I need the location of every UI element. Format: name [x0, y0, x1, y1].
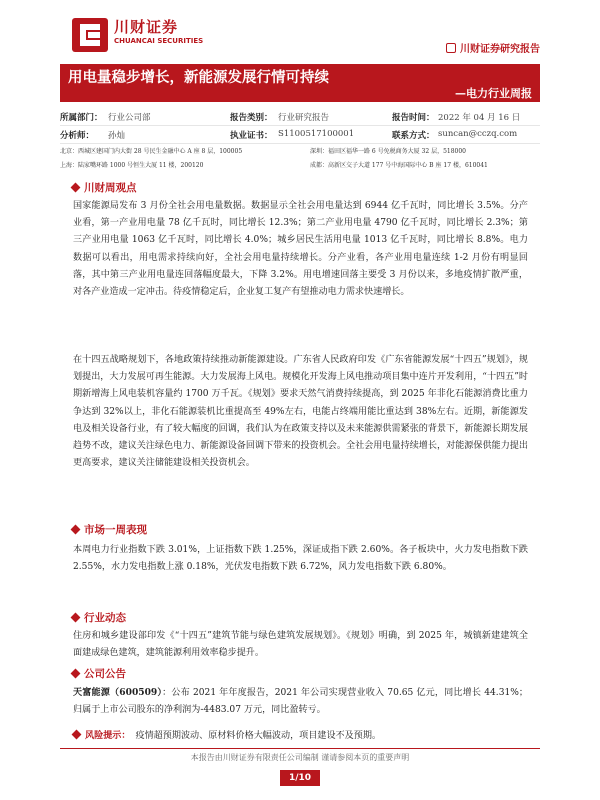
- section-heading-views: [72, 180, 137, 195]
- address-beijing: 北京：西城区建国门内大街 28 号民生金融中心 A 座 8 层，100005: [60, 148, 243, 155]
- license-label: 执业证书：: [230, 131, 273, 141]
- industry-title: 行业动态: [84, 612, 126, 624]
- brand-name-en: CHUANCAI SECURITIES: [114, 37, 204, 45]
- footer-divider: [60, 748, 540, 749]
- license-value: S1100517100001: [278, 129, 355, 139]
- views-title: 川财周观点: [84, 182, 137, 194]
- dept-value: 行业公司部: [108, 113, 151, 123]
- date-value: 2022 年 04 月 16 日: [438, 113, 521, 123]
- meta-row-1: [60, 108, 540, 126]
- contact-label: 联系方式：: [392, 131, 435, 141]
- section-heading-company: [72, 666, 126, 681]
- chuancai-logo-icon: [72, 18, 108, 52]
- report-meta: [60, 108, 540, 144]
- page-header: [0, 0, 600, 62]
- section-heading-industry: [72, 610, 126, 625]
- address-shenzhen: 深圳：福田区福华一路 6 号免税商务大厦 32 层，518000: [310, 148, 466, 155]
- dept-label: 所属部门：: [60, 113, 103, 123]
- analyst-label: 分析师：: [60, 131, 95, 141]
- report-type-tag: [446, 40, 540, 55]
- category-value: 行业研究报告: [278, 113, 330, 123]
- meta-row-2: [60, 126, 540, 144]
- company-title: 公司公告: [84, 668, 126, 680]
- analyst-value: 孙灿: [108, 131, 126, 141]
- tag-square-icon: [446, 43, 456, 53]
- report-type-label: 川财证券研究报告: [460, 44, 540, 55]
- diamond-bullet-icon: [71, 183, 81, 193]
- footer-disclaimer: 本报告由川财证券有限责任公司编制 谨请参阅本页的重要声明: [190, 753, 410, 762]
- contact-value[interactable]: suncan@cczq.com: [438, 129, 518, 139]
- title-banner: [60, 64, 540, 102]
- category-label: 报告类别：: [230, 113, 273, 123]
- diamond-bullet-icon: [71, 669, 81, 679]
- report-title: 用电量稳步增长，新能源发展行情可持续: [68, 70, 329, 86]
- company-name: 天富能源（600509）: [73, 687, 163, 698]
- market-paragraph: 本周电力行业指数下跌 3.01%，上证指数下跌 1.25%，深证成指下跌 2.60%。各子板块中，火力发电指数下跌 2.55%，水力发电指数上涨 0.18%，光伏发电指数下跌 6.72%，风力发电指数下跌 6.80%。: [73, 545, 528, 573]
- risk-text: 疫情超预期波动、原材料价格大幅波动，项目建设不及预期。: [135, 731, 382, 741]
- address-shanghai: 上海：陆家嘴环路 1000 号恒生大厦 11 楼，200120: [60, 162, 204, 169]
- views-paragraph-2: 在十四五战略规划下，各地政策持续推动新能源建设。广东省人民政府印发《广东省能源发展“十四五”规划》，规划提出，大力发展可再生能源。大力发展海上风电。规模化开发海上风电推动项目集中连片开发利用，“十四五”时期新增海上风电装机容量约 1700 万千瓦。《规划》要求天然气消费持续提高，到 2025 年非化石能源消费比重力争达到 32%以上，非化石能源装机比重提高至 49%左右，电能占终端用能比重达到 38%左右。近期，新能源发电及相关设备行业，有了较大幅度的回调，我们认为在政策支持以及未来能源供需紧张的背景下，新能源长期发展趋势不改，建议关注绿色电力、新能源设备回调下带来的投资机会。全社会用电量持续增长，对能源保供能力提出更高要求，建议关注储能建设相关投资机会。: [73, 355, 528, 469]
- page-number: 1/10: [280, 770, 320, 786]
- brand-name-cn: 川财证券: [114, 18, 179, 36]
- company-paragraph: [73, 684, 528, 719]
- diamond-bullet-icon: [71, 525, 81, 535]
- views-paragraph-1: 国家能源局发布 3 月份全社会用电量数据。数据显示全社会用电量达到 6944 亿千瓦时，同比增长 3.5%。分产业看，第一产业用电量 78 亿千瓦时，同比增长 12.3%；第二产业用电量 4790 亿千瓦时，同比增长 2.3%；第三产业用电量 1063 亿千瓦时，同比增长 4.0%；城乡居民生活用电量 1013 亿千瓦时，同比增长 8.8%。电力数据可以看出，用电需求持续向好，全社会用电量持续增长。分产业看，各产业用电量连续 1-2 月份有明显回落，其中第三产业用电量连回落幅度最大，下降 3.2%。用电增速回落主要受 3 月份以来，多地疫情扩散严重，对各产业造成一定冲击。待疫情稳定后，企业复工复产有望推动电力需求快速增长。: [73, 201, 528, 298]
- diamond-bullet-icon: [72, 730, 82, 740]
- market-title: 市场一周表现: [84, 524, 147, 536]
- date-label: 报告时间：: [392, 113, 435, 123]
- section-heading-market: [72, 522, 147, 537]
- risk-label: 风险提示：: [85, 731, 131, 741]
- report-subtitle: —电力行业周报: [455, 87, 532, 100]
- industry-paragraph: 住房和城乡建设部印发《“十四五”建筑节能与绿色建筑发展规划》。《规划》明确，到 2025 年，城镇新建建筑全面建成绿色建筑，建筑能源利用效率稳步提升。: [73, 631, 528, 659]
- address-chengdu: 成都：高新区交子大道 177 号中海国际中心 B 座 17 楼，610041: [310, 162, 488, 169]
- company-text: ：公布 2021 年年度报告，2021 年公司实现营业收入 70.65 亿元，同比增长 44.31%；归属于上市公司股东的净利润为-4483.07 万元，同比盈转亏。: [73, 688, 529, 716]
- risk-notice: [73, 728, 528, 741]
- diamond-bullet-icon: [71, 613, 81, 623]
